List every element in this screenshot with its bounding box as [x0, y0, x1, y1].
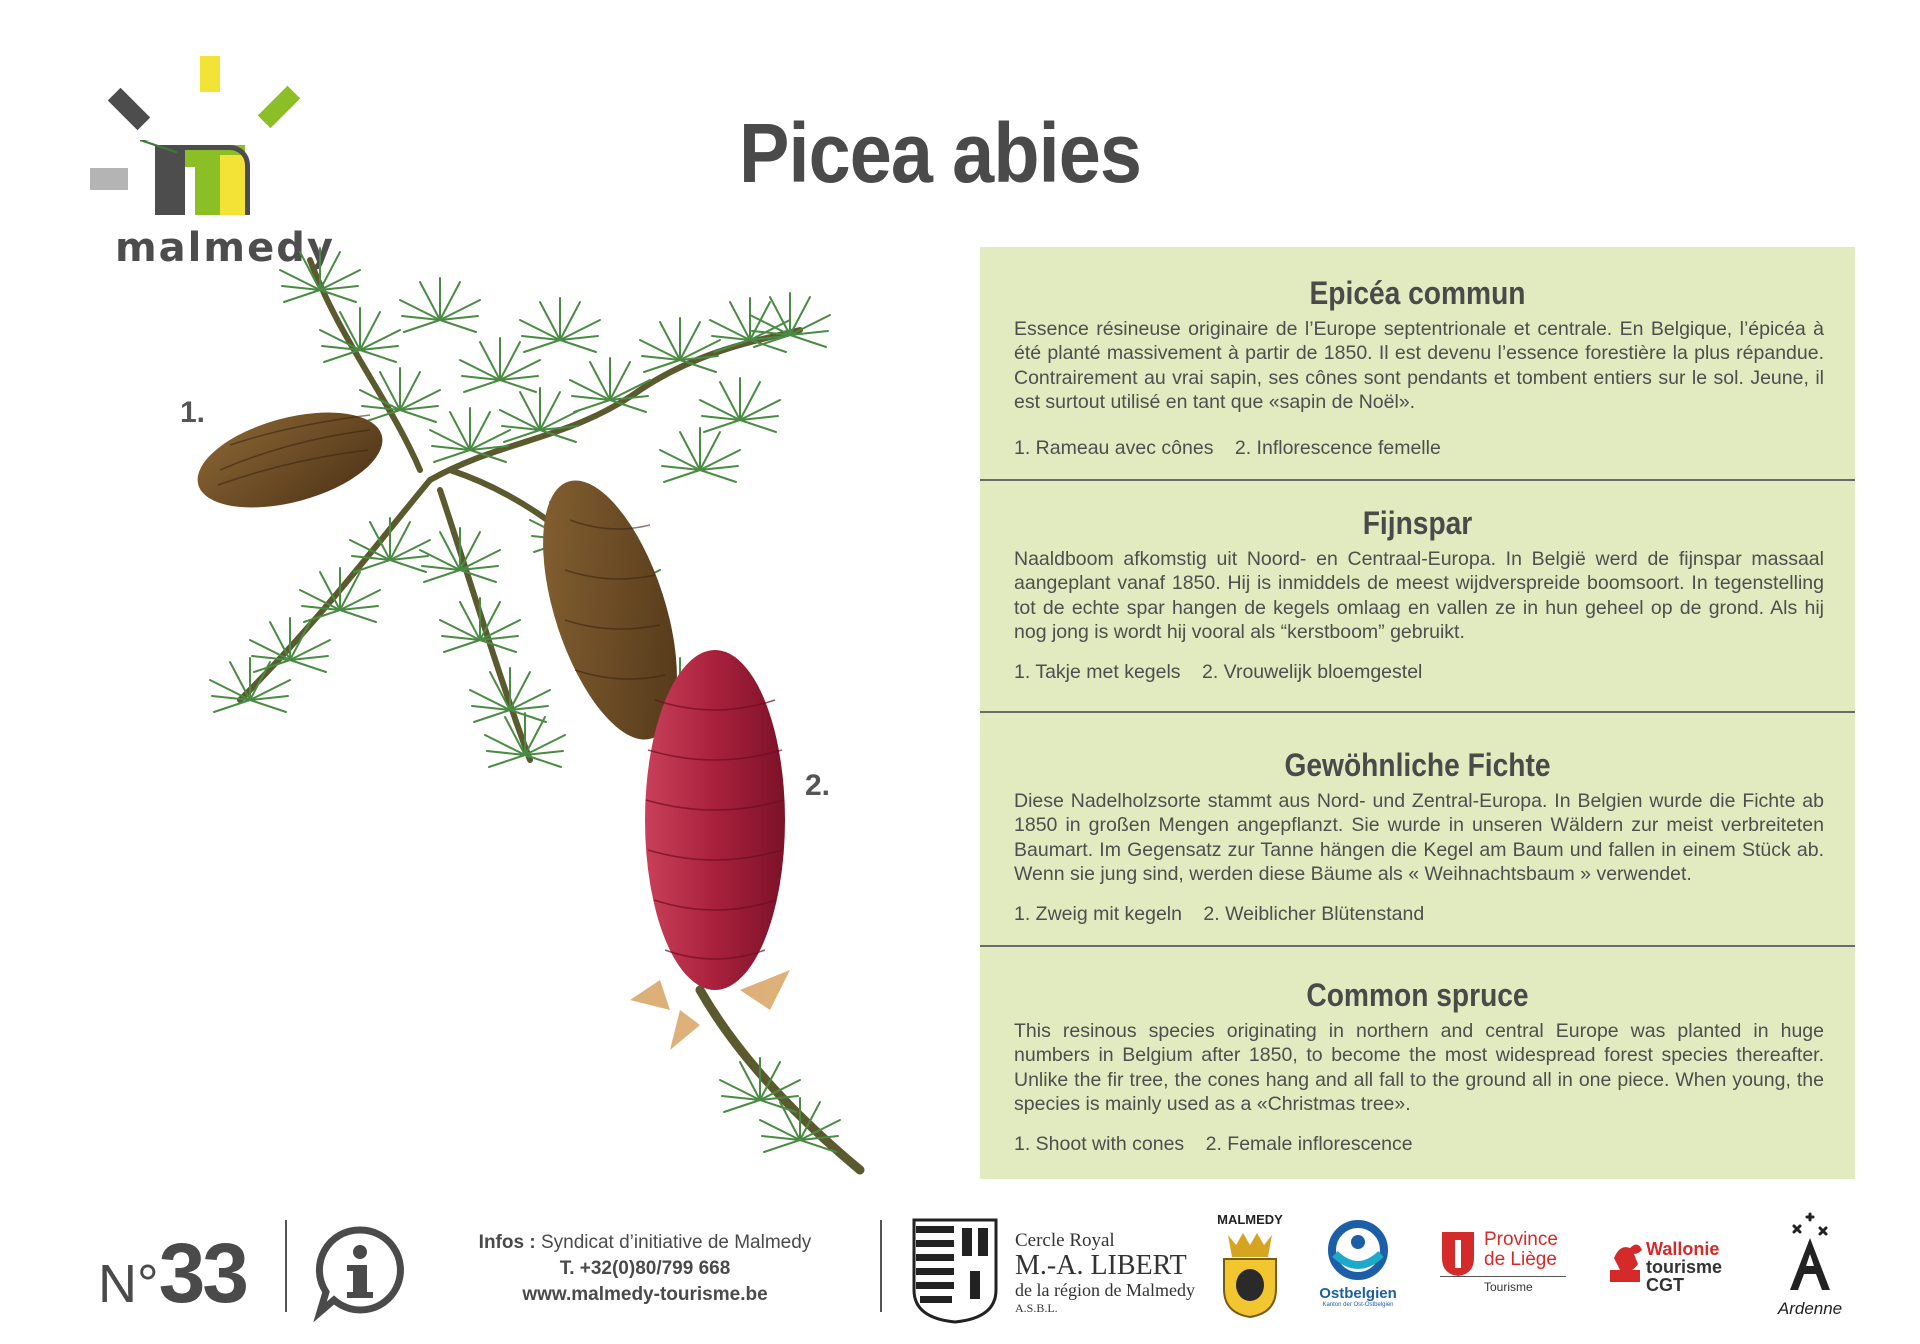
malmedy-crest — [1210, 1212, 1290, 1327]
section-body: Diese Nadelholzsorte stammt aus Nord- und Zentral-Europa. In Belgien wurde die Fichte ab 1850 in großen Mengen angepflanzt. Sie wurde in unseren Wäldern zur meist verbreiteten Baumart. Im Gegensatz zur Tanne hängen die Kegel am Baum und fallen in einem Stück ab. Wenn sie jung sind, werden diese Bäume als « Weihnachtsbaum » verwendet. — [1014, 790, 1824, 885]
section-legend — [1014, 1133, 1824, 1156]
logo-word: malmedy — [115, 225, 335, 271]
province-line2: de Liège — [1484, 1249, 1557, 1270]
logo-ray-yellow — [200, 56, 220, 92]
number-value: 33 — [158, 1226, 247, 1320]
cercle-libert-crest — [910, 1216, 1000, 1324]
legend-1: 1. Rameau avec cônes — [1014, 437, 1214, 459]
logo-ray-grey — [108, 88, 150, 130]
wallonie-line1: Wallonie — [1646, 1239, 1720, 1259]
ostbelgien-icon — [1323, 1220, 1393, 1280]
legend-2: 2. Vrouwelijk bloemgestel — [1201, 661, 1423, 683]
section-fr — [980, 247, 1855, 479]
province-rule — [1440, 1276, 1566, 1277]
footer-divider — [880, 1220, 882, 1312]
section-title: Gewöhnliche Fichte — [1284, 747, 1551, 783]
cercle-line4: A.S.B.L. — [1015, 1301, 1058, 1315]
number-prefix: N° — [98, 1254, 159, 1314]
info-icon — [310, 1222, 410, 1322]
section-title: Common spruce — [1306, 977, 1529, 1013]
cercle-line3: de la région de Malmedy — [1015, 1280, 1195, 1300]
legend-1: 1. Shoot with cones — [1014, 1133, 1185, 1155]
wallonie-line3: CGT — [1646, 1275, 1684, 1295]
section-body: This resinous species originating in northern and central Europe was planted in huge numbers in Belgium after 1850, to become the most widespread forest species thereafter. Unlike the fir tree, the cones hang and all fall to the ground all in one piece. When young, the species is mainly used as a «Christmas tree». — [1014, 1020, 1824, 1115]
section-title: Epicéa commun — [1309, 275, 1526, 311]
ardenne-logo — [1770, 1210, 1850, 1319]
label-2: 2. — [805, 769, 831, 802]
province-text — [1484, 1230, 1558, 1270]
province-line1: Province — [1484, 1229, 1558, 1250]
brown-cone-left — [187, 395, 392, 525]
label-1: 1. — [180, 396, 206, 429]
sign-number — [98, 1225, 246, 1322]
red-cone — [645, 650, 785, 990]
logo-ray-green — [258, 86, 300, 128]
rooster-icon — [1610, 1240, 1644, 1284]
section-legend — [1014, 437, 1824, 460]
ostbelgien-logo — [1308, 1220, 1408, 1308]
needle-fan — [140, 140, 180, 152]
legend-2: 2. Inflorescence femelle — [1234, 437, 1441, 459]
section-de — [980, 713, 1855, 945]
ostbelgien-name: Ostbelgien — [1319, 1285, 1397, 1302]
info-panel — [980, 247, 1855, 1179]
section-body: Essence résineuse originaire de l’Europe septentrionale et centrale. En Belgique, l’épicéa à été planté massivement à partir de 1850. Il est devenu l’essence forestière la plus répandue. Contrairement au vrai sapin, ses cônes sont pendants et tombent entiers sur le sol. Jeune, il est surtout utilisé en tant que «sapin de Noël». — [1014, 318, 1824, 413]
legend-2: 2. Female inflorescence — [1205, 1133, 1413, 1155]
contact-info — [460, 1230, 830, 1308]
ardenne-icon — [1780, 1210, 1840, 1300]
infos-label: Infos : — [478, 1232, 536, 1253]
legend-1: 1. Takje met kegels — [1014, 661, 1181, 683]
section-legend — [1014, 903, 1824, 926]
legend-1: 1. Zweig mit kegeln — [1014, 903, 1182, 925]
ostbelgien-tagline: Kanton der Ost-Ostbelgien — [1322, 1302, 1394, 1308]
cercle-line1: Cercle Royal — [1015, 1230, 1115, 1251]
legend-2: 2. Weiblicher Blütenstand — [1203, 903, 1425, 925]
province-line3: Tourisme — [1484, 1280, 1533, 1294]
footer-divider — [285, 1220, 287, 1312]
section-legend — [1014, 661, 1824, 684]
section-title: Fijnspar — [1362, 505, 1473, 541]
cercle-line2: M.-A. LIBERT — [1015, 1250, 1187, 1281]
section-en — [980, 947, 1855, 1179]
section-body: Naaldboom afkomstig uit Noord- en Centraal-Europa. In België werd de fijnspar massaal aangeplant vanaf 1850. Hij is inmiddels de meest wijdverspreide boomsoort. In tegenstelling tot de echte spar hangen de kegels omlaag en vallen ze in hun geheel op de grond. Als hij nog jong is wordt hij vooral als “kerstboom” gebruikt. — [1014, 548, 1824, 643]
ardenne-label: Ardenne — [1777, 1299, 1843, 1318]
infos-org: Syndicat d’initiative de Malmedy — [540, 1232, 812, 1253]
spruce-branch-drawing — [140, 140, 920, 1190]
wallonie-line2: tourisme — [1646, 1257, 1723, 1277]
website-link[interactable]: www.malmedy-tourisme.be — [522, 1284, 768, 1305]
malmedy-crest-label: MALMEDY — [1217, 1212, 1283, 1227]
logo-ray-lightgrey — [90, 168, 128, 190]
phone: T. +32(0)80/799 668 — [559, 1258, 731, 1279]
page-title: Picea abies — [739, 106, 1141, 200]
section-nl — [980, 481, 1855, 711]
footer — [0, 1200, 1920, 1344]
province-liege-icon — [1440, 1230, 1476, 1278]
malmedy-crest-icon — [1210, 1227, 1290, 1322]
spruce-illustration — [140, 140, 920, 1190]
needle-clusters — [140, 140, 180, 152]
cercle-libert-text — [1015, 1230, 1195, 1316]
